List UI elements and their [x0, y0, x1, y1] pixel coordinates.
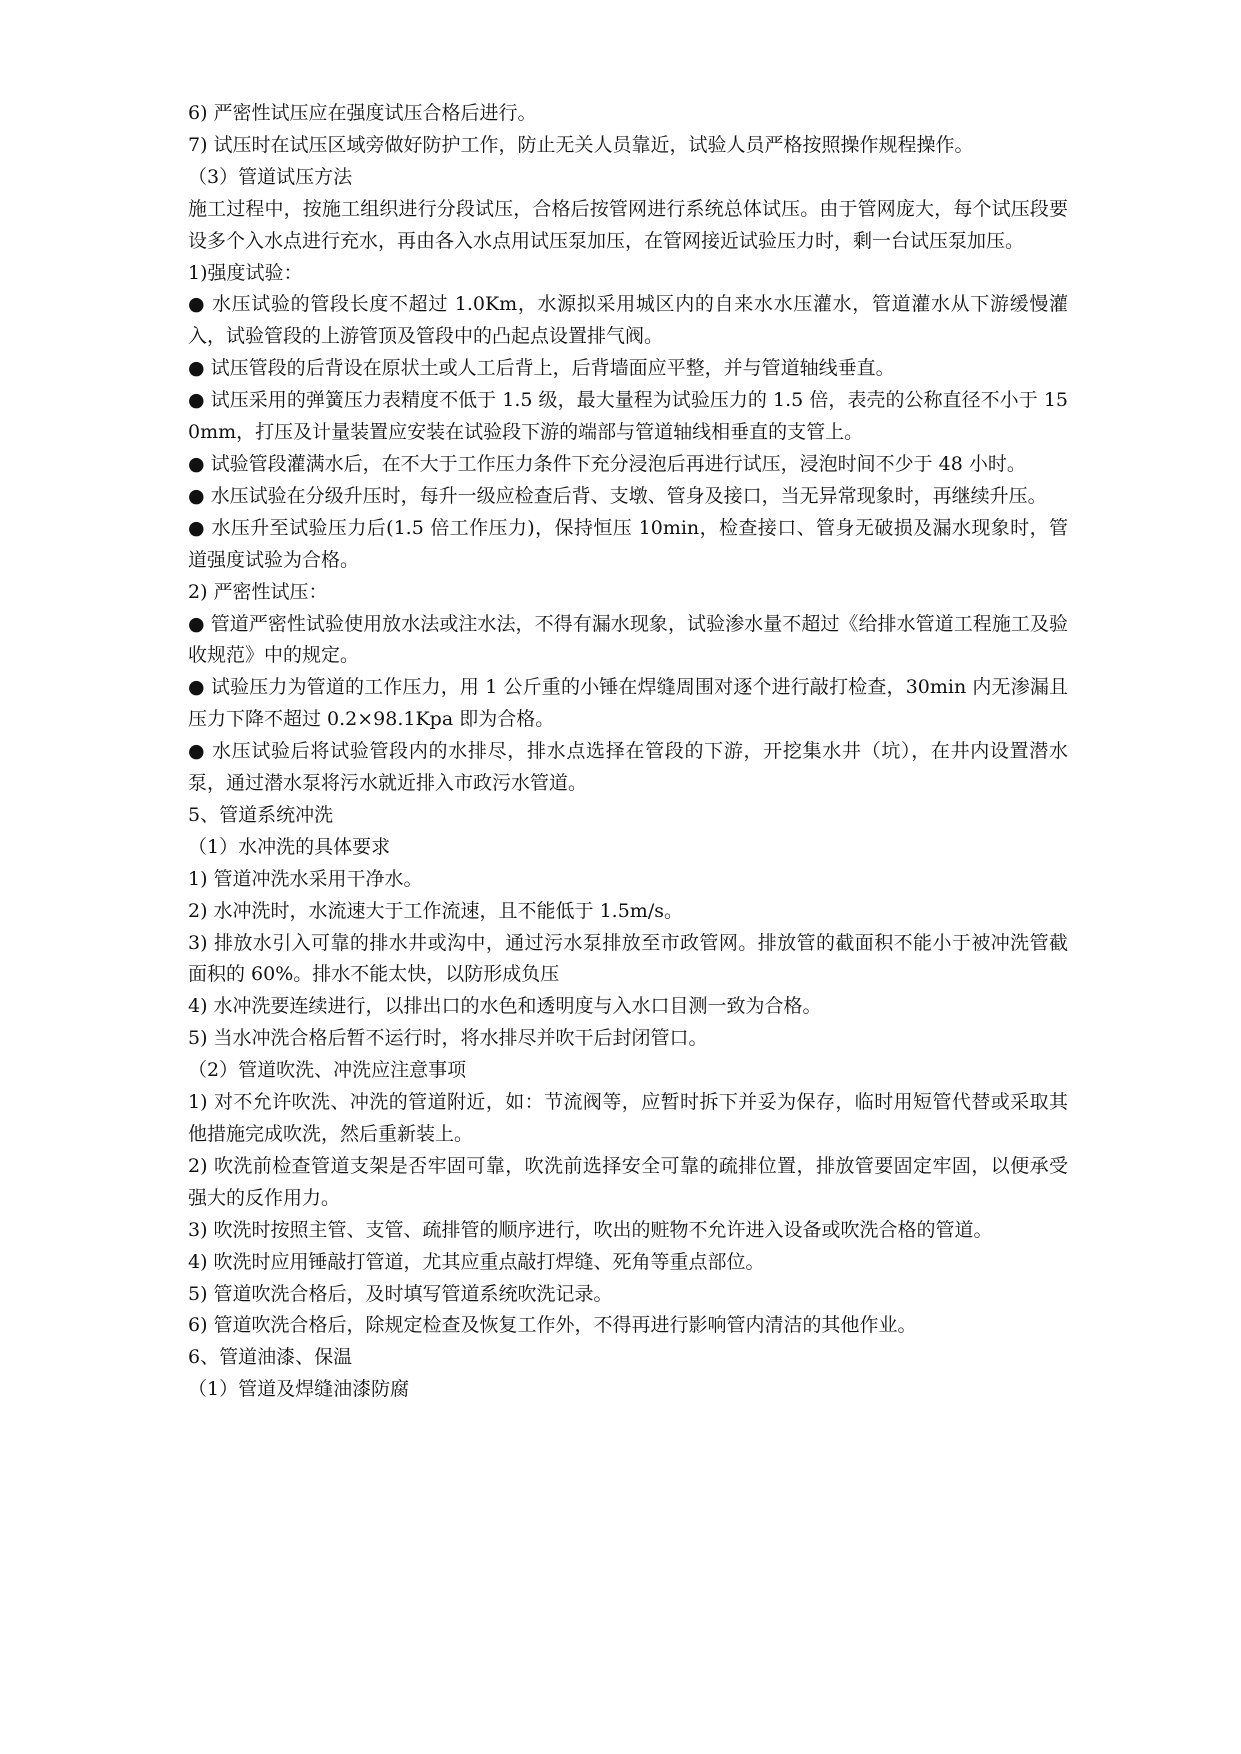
bullet-item: ● 水压试验在分级升压时，每升一级应检查后背、支墩、管身及接口，当无异常现象时，再继续升压。: [188, 484, 1047, 507]
list-item: 1) 管道冲洗水采用干净水。: [188, 867, 423, 890]
bullet-item: ● 试压采用的弹簧压力表精度不低于 1.5 级，最大量程为试验压力的 1.5 倍，表壳的公称直径不小于 150mm，打压及计量装置应安装在试验段下游的端部与管道轴线相垂直的支管上。: [188, 389, 1068, 444]
bullet-item: ● 水压升至试验压力后(1.5 倍工作压力)，保持恒压 10min，检查接口、管身无破损及漏水现象时，管道强度试验为合格。: [188, 516, 1068, 571]
bullet-item: ● 水压试验的管段长度不超过 1.0Km，水源拟采用城区内的自来水水压灌水，管道灌水从下游缓慢灌入，试验管段的上游管顶及管段中的凸起点设置排气阀。: [188, 293, 1068, 348]
section-heading: （1）水冲洗的具体要求: [188, 835, 391, 858]
list-item: 1) 对不允许吹洗、冲洗的管道附近，如：节流阀等，应暂时拆下并妥为保存，临时用短管代替或采取其他措施完成吹洗，然后重新装上。: [188, 1091, 1068, 1145]
list-item: 4) 吹洗时应用锤敲打管道，尤其应重点敲打焊缝、死角等重点部位。: [188, 1250, 765, 1273]
bullet-item: ● 试压管段的后背设在原状土或人工后背上，后背墙面应平整，并与管道轴线垂直。: [188, 357, 895, 380]
list-item: 2) 水冲洗时，水流速大于工作流速，且不能低于 1.5m/s。: [188, 899, 683, 922]
list-item: 2) 吹洗前检查管道支架是否牢固可靠，吹洗前选择安全可靠的疏排位置，排放管要固定牢固，以便承受强大的反作用力。: [188, 1154, 1068, 1209]
bullet-item: ● 试验管段灌满水后，在不大于工作压力条件下充分浸泡后再进行试压，浸泡时间不少于 48 小时。: [188, 452, 1026, 475]
list-item: 4) 水冲洗要连续进行，以排出口的水色和透明度与入水口目测一致为合格。: [188, 995, 822, 1018]
list-item: 5) 当水冲洗合格后暂不运行时，将水排尽并吹干后封闭管口。: [188, 1027, 708, 1050]
document-page: [188, 98, 1068, 1406]
list-item: 3) 排放水引入可靠的排水井或沟中，通过污水泵排放至市政管网。排放管的截面积不能小于被冲洗管截面积的 60%。排水不能太快，以防形成负压: [188, 931, 1068, 986]
section-heading: （2）管道吹洗、冲洗应注意事项: [188, 1059, 467, 1082]
paragraph: 6) 严密性试压应在强度试压合格后进行。: [188, 102, 537, 124]
section-heading: 6、管道油漆、保温: [188, 1346, 353, 1369]
list-item: 6) 管道吹洗合格后，除规定检查及恢复工作外，不得再进行影响管内清洁的其他作业。: [188, 1314, 917, 1337]
paragraph: 施工过程中，按施工组织进行分段试压，合格后按管网进行系统总体试压。由于管网庞大，每个试压段要设多个入水点进行充水，再由各入水点用试压泵加压，在管网接近试验压力时，剩一台试压泵加压。: [188, 197, 1068, 252]
list-item: 3) 吹洗时按照主管、支管、疏排管的顺序进行，吹出的赃物不允许进入设备或吹洗合格的管道。: [188, 1218, 993, 1241]
bullet-item: ● 试验压力为管道的工作压力，用 1 公斤重的小锤在焊缝周围对逐个进行敲打检查，30min 内无渗漏且压力下降不超过 0.2×98.1Kpa 即为合格。: [188, 676, 1068, 731]
bullet-item: ● 水压试验后将试验管段内的水排尽，排水点选择在管段的下游，开挖集水井（坑），在井内设置潜水泵，通过潜水泵将污水就近排入市政污水管道。: [188, 740, 1068, 795]
bullet-item: ● 管道严密性试验使用放水法或注水法，不得有漏水现象，试验渗水量不超过《给排水管道工程施工及验收规范》中的规定。: [188, 612, 1068, 667]
section-heading: （3）管道试压方法: [188, 165, 353, 188]
subsection-heading: 1)强度试验：: [188, 261, 303, 284]
section-heading: （1）管道及焊缝油漆防腐: [188, 1378, 410, 1401]
section-heading: 5、管道系统冲洗: [188, 803, 334, 826]
list-item: 5) 管道吹洗合格后，及时填写管道系统吹洗记录。: [188, 1282, 613, 1305]
subsection-heading: 2) 严密性试压：: [188, 580, 328, 603]
paragraph: 7) 试压时在试压区域旁做好防护工作，防止无关人员靠近，试验人员严格按照操作规程操作。: [188, 133, 974, 156]
